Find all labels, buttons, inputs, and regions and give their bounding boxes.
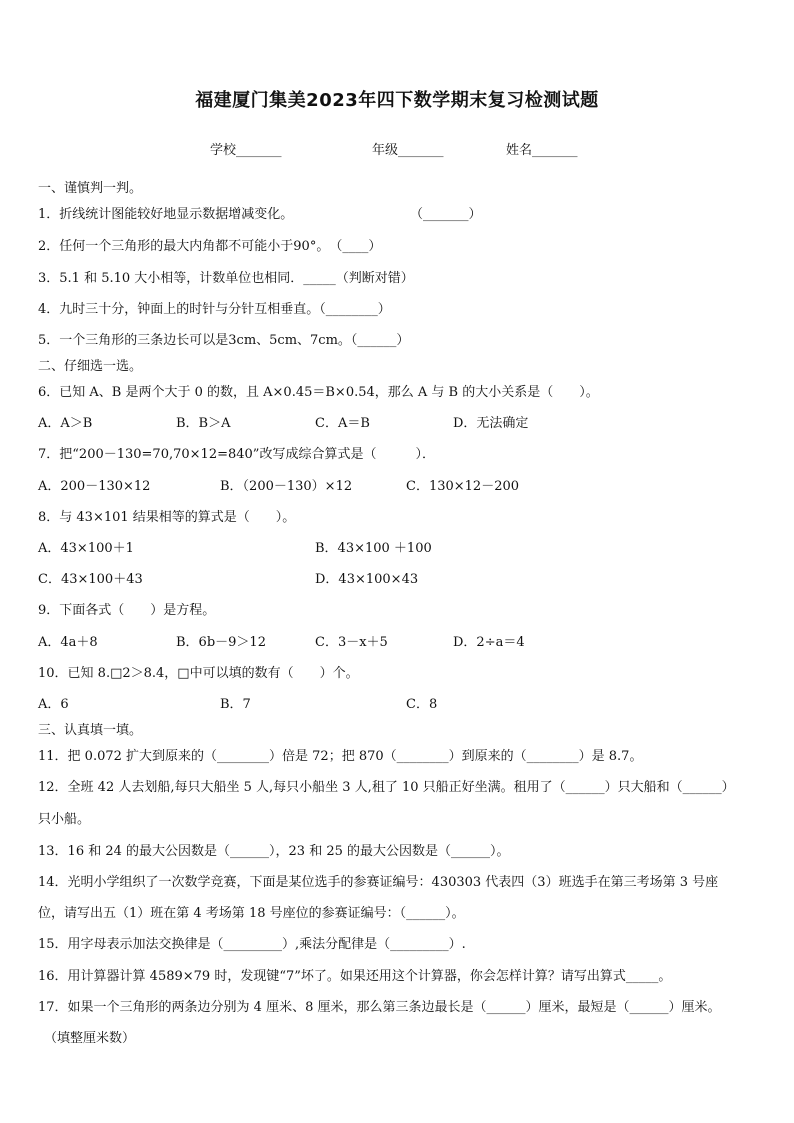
question-10-option-c: C．8: [406, 697, 438, 712]
question-10: 10．已知 8.□2＞8.4，□中可以填的数有（ ）个。: [38, 666, 359, 681]
school-field: 学校_______: [210, 143, 282, 158]
question-8-option-a: A．43×100＋1: [38, 541, 134, 556]
section-2-heading: 二、仔细选一选。: [38, 359, 143, 374]
question-9-option-c: C．3－x＋5: [315, 635, 388, 650]
question-8-option-c: C．43×100＋43: [38, 572, 143, 587]
grade-field: 年级_______: [372, 143, 444, 158]
question-10-option-b: B．7: [220, 697, 251, 712]
page-title: 福建厦门集美2023年四下数学期末复习检测试题: [195, 90, 599, 111]
question-14: 14．光明小学组织了一次数学竞赛，下面是某位选手的参赛证编号：430303 代表四（3）班选手在第三考场第 3 号座: [38, 875, 719, 890]
question-12: 12．全班 42 人去划船,每只大船坐 5 人,每只小船坐 3 人,租了 10 只船正好坐满。租用了（______）只大船和（______）: [38, 780, 735, 795]
question-17-note: （填整厘米数）: [44, 1031, 136, 1046]
name-field: 姓名_______: [506, 143, 578, 158]
question-9-option-d: D．2÷a＝4: [453, 635, 525, 650]
question-8: 8．与 43×101 结果相等的算式是（ ）。: [38, 510, 296, 525]
question-6: 6．已知 A、B 是两个大于 0 的数，且 A×0.45＝B×0.54，那么 A 与 B 的大小关系是（ ）。: [38, 385, 599, 400]
question-7-option-b: B．（200－130）×12: [220, 479, 353, 494]
question-11: 11．把 0.072 扩大到原来的（________）倍是 72；把 870（________）到原来的（________）是 8.7。: [38, 749, 643, 764]
section-1-heading: 一、谨慎判一判。: [38, 181, 143, 196]
question-3: 3．5.1 和 5.10 大小相等，计数单位也相同．_____（判断对错）: [38, 271, 414, 286]
question-2: 2．任何一个三角形的最大内角都不可能小于90°。 （____）: [38, 239, 382, 254]
question-4: 4．九时三十分，钟面上的时针与分针互相垂直。（________）: [38, 302, 391, 317]
question-7: 7．把“200－130=70,70×12=840”改写成综合算式是（ ）．: [38, 447, 435, 462]
question-1-answer-blank: （_______）: [410, 207, 482, 222]
question-9: 9．下面各式（ ）是方程。: [38, 603, 216, 618]
question-17: 17．如果一个三角形的两条边分别为 4 厘米、8 厘米，那么第三条边最长是（______）厘米，最短是（______）厘米。: [38, 1000, 721, 1015]
question-6-option-b: B．B＞A: [176, 416, 231, 431]
question-12-continued: 只小船。: [38, 812, 91, 827]
question-8-option-b: B．43×100 ＋100: [315, 541, 432, 556]
question-16: 16．用计算器计算 4589×79 时，发现键“7”坏了。如果还用这个计算器，你会怎样计算？请写出算式_____。: [38, 969, 672, 984]
question-14-continued: 位，请写出五（1）班在第 4 考场第 18 号座位的参赛证编号：（______）。: [38, 906, 465, 921]
question-6-option-a: A．A＞B: [38, 416, 93, 431]
question-1: 1．折线统计图能较好地显示数据增减变化。: [38, 207, 294, 222]
question-8-option-d: D．43×100×43: [315, 572, 419, 587]
question-5: 5．一个三角形的三条边长可以是3cm、5cm、7cm。（______）: [38, 333, 410, 348]
question-6-option-d: D．无法确定: [453, 416, 529, 431]
question-7-option-a: A．200－130×12: [38, 479, 151, 494]
question-10-option-a: A．6: [38, 697, 69, 712]
question-15: 15．用字母表示加法交换律是（_________）,乘法分配律是（_________）.: [38, 937, 466, 952]
question-7-option-c: C．130×12－200: [406, 479, 520, 494]
question-9-option-a: A．4a＋8: [38, 635, 98, 650]
question-6-option-c: C．A＝B: [315, 416, 370, 431]
question-13: 13．16 和 24 的最大公因数是（______），23 和 25 的最大公因数是（______）。: [38, 844, 510, 859]
question-9-option-b: B．6b－9＞12: [176, 635, 266, 650]
section-3-heading: 三、认真填一填。: [38, 723, 143, 738]
